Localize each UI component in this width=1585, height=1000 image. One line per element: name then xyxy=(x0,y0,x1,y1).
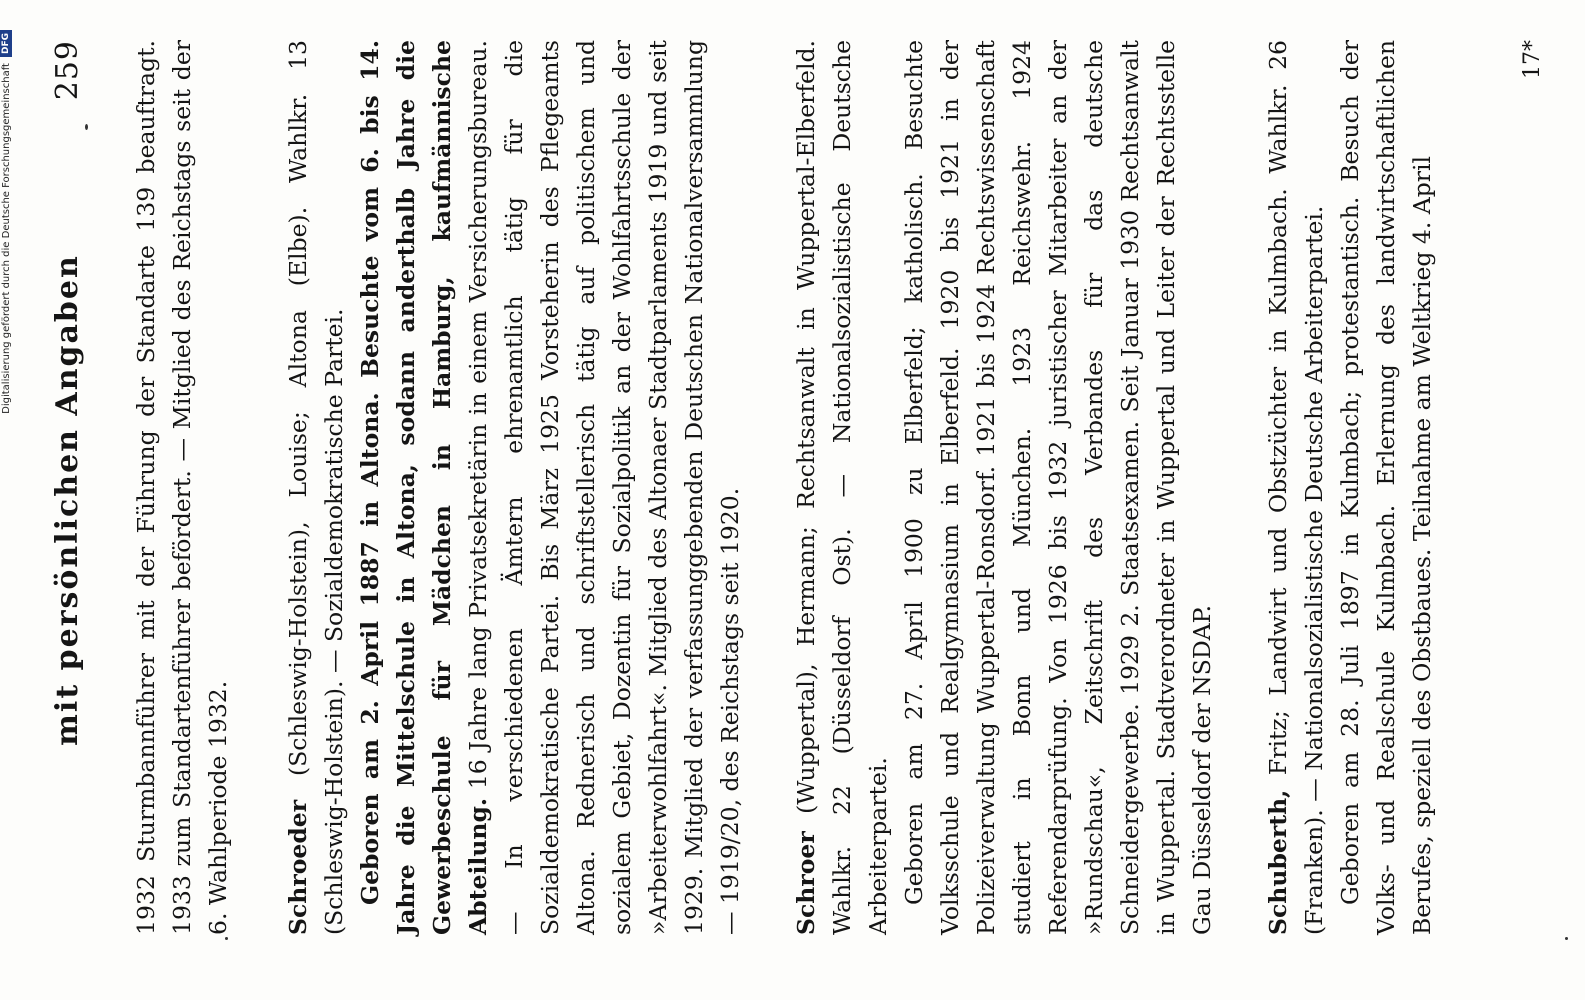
entry-schroer xyxy=(788,40,1220,935)
entry-header xyxy=(280,40,352,935)
entry-header xyxy=(1260,40,1332,935)
page-header xyxy=(50,40,110,960)
entry-schroeder xyxy=(280,40,748,935)
entry-header-rest: Fritz; Landwirt und Obstzüchter in Kulmbach. Wahlkr. 26 (Franken). — Nationalsozialistische Deutsche Arbeiterpartei. xyxy=(1264,40,1328,935)
entry-header-rest: (Schleswig-Holstein), Louise; Altona (Elbe). Wahlkr. 13 (Schleswig-Holstein). — Sozialdemokratische Partei. xyxy=(284,40,348,935)
entry-name: Schroeder xyxy=(284,799,312,935)
signature-mark: 17* xyxy=(1520,40,1545,79)
continuation-paragraph: 1932 Sturmbannführer mit der Führung der Standarte 139 beauftragt. 1933 zum Standartenführer befördert. — Mitglied des Reichstags seit der 6. Wahlperiode 1932. xyxy=(132,40,232,935)
page-number: 259 xyxy=(50,40,85,101)
running-head: mit persönlichen Angaben xyxy=(50,254,85,746)
digitization-text: Digitalisierung gefördert durch die Deutsche Forschungsgemeinschaft xyxy=(1,63,12,414)
biography-bold-part: Geboren am 2. April 1887 in Altona. Besuchte vom 6. bis 14. Jahre die Mittelschule in Altona, sodann anderthalb Jahre die Gewerbeschule für Mädchen in Hamburg, kaufmännische Abteilung. xyxy=(356,40,492,935)
scan-speck xyxy=(1565,937,1568,940)
digitization-note xyxy=(0,30,30,930)
entry-continuation xyxy=(128,40,236,935)
entry-name: Schroer xyxy=(792,831,820,935)
entry-header-rest: (Wuppertal), Hermann; Rechtsanwalt in Wuppertal-Elberfeld. Wahlkr. 22 (Düsseldorf Ost). — Nationalsozialistische Deutsche Arbeiterpartei. xyxy=(792,40,892,935)
biography-rest: 16 Jahre lang Privatsekretärin in einem Versicherungsbureau. — In verschiedenen Ämtern ehrenamtlich tätig für die Sozialdemokratische Partei. Bis März 1925 Vorsteherin des Pflegeamts Altona. Rednerisch und schriftstellerisch tätig auf politischem und sozialem Gebiet, Dozentin für Sozialpolitik an der Wohlfahrtsschule der »Arbeiterwohlfahrt«. Mitglied des Altonaer Stadtparlaments 1919 und seit 1929. Mitglied der verfassunggebenden Deutschen Nationalversammlung — 1919/20, des Reichstags seit 1920. xyxy=(464,40,744,935)
entry-schuberth xyxy=(1260,40,1440,935)
scan-speck xyxy=(85,124,88,130)
entry-biography xyxy=(352,40,748,935)
entry-biography: Geboren am 28. Juli 1897 in Kulmbach; protestantisch. Besuch der Volks- und Realschule Kulmbach. Erlernung des landwirtschaftlichen Berufes, speziell des Obstbaues. Teilnahme am Weltkrieg 4. April xyxy=(1336,40,1436,935)
entry-biography: Geboren am 27. April 1900 zu Elberfeld; katholisch. Besuchte Volksschule und Realgymnasium in Elberfeld. 1920 bis 1921 in der Polizeiverwaltung Wuppertal-Ronsdorf. 1921 bis 1924 Rechtswissenschaft studiert in Bonn und München. 1923 Reichswehr. 1924 Referendarprüfung. Von 1926 bis 1932 juristischer Mitarbeiter an der »Rundschau«, Zeitschrift des Verbandes für das deutsche Schneidergewerbe. 1929 2. Staatsexamen. Seit Januar 1930 Rechtsanwalt in Wuppertal. Stadtverordneter in Wuppertal und Leiter der Rechtsstelle Gau Düsseldorf der NSDAP. xyxy=(900,40,1216,935)
text-body xyxy=(128,40,1440,935)
entry-name: Schuberth, xyxy=(1264,789,1292,935)
entry-header xyxy=(788,40,896,935)
dfg-logo: DFG xyxy=(0,30,12,57)
scan-speck xyxy=(225,937,228,940)
